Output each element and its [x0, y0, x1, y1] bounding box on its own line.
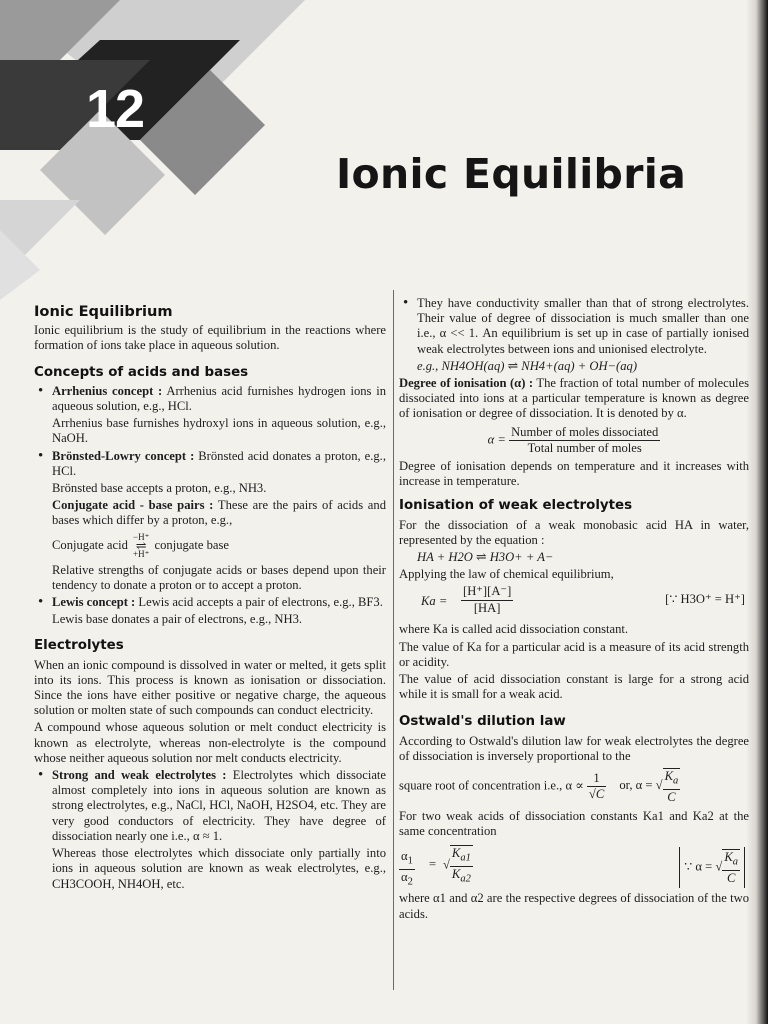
bronsted-base-text: Brönsted base accepts a proton, e.g., NH3. [52, 481, 267, 496]
weak-electrolyte-example: e.g., NH4OH(aq) ⇌ NH4+(aq) + OH−(aq) [417, 358, 638, 373]
alpha-fraction [509, 425, 660, 456]
right-column [399, 296, 749, 924]
ka-denominator: [HA] [473, 600, 501, 615]
chapter-title: Ionic Equilibria [336, 150, 687, 198]
lewis-term: Lewis concept : [52, 595, 136, 610]
conjugate-arrow-top: −H⁺ [133, 531, 150, 542]
ostwald-text: According to Ostwald's dilution law for weak electrolytes the degree of dissociation is inversely proportional to the [399, 733, 749, 763]
equilibrium-arrow-icon: ⇌ [135, 537, 147, 553]
lewis-acid-text: Lewis acid accepts a pair of electrons, e.g., BF3. [138, 595, 383, 610]
ka-note: [∵ H3O⁺ = H⁺] [665, 592, 745, 607]
inverse-sqrt-fraction: $\frac{1}{√C}$ [588, 770, 605, 802]
ka-lhs: Ka = [421, 594, 448, 609]
relative-strength-text: Relative strengths of conjugate acids or bases depend upon their tendency to donate a proton or to accept a proton. [52, 562, 386, 592]
alpha-denominator: Total number of moles [527, 440, 642, 455]
arrhenius-acid-text: Arrhenius acid furnishes hydrogen ions in aqueous solution, e.g., HCl. [52, 383, 386, 414]
book-spine-shadow [746, 0, 768, 1024]
ka-formula [421, 584, 749, 620]
sqrt-text: square root of concentration i.e., α ∝ [399, 778, 584, 793]
conjugate-pairs-item [34, 498, 386, 528]
section-heading-electrolytes: Electrolytes [34, 638, 124, 654]
section-heading-ionisation: Ionisation of weak electrolytes [399, 498, 633, 514]
ka-fraction [461, 584, 513, 615]
section-heading-ionic-equilibrium: Ionic Equilibrium [34, 303, 173, 320]
strong-weak-term: Strong and weak electrolytes : [52, 768, 227, 783]
ka-numerator: [H⁺][A⁻] [461, 584, 513, 600]
arrhenius-base-text: Arrhenius base furnishes hydroxyl ions in aqueous solution, e.g., NaOH. [52, 416, 386, 446]
conjugate-text: These are the pairs of acids and bases which differ by a proton, e.g., [52, 498, 386, 528]
weak-electrolytes-text: Whereas those electrolytes which dissociate only partially into ions in aqueous solution are known as weak electrolytes, e.g., CH3COOH, NH4OH, etc. [52, 846, 386, 891]
sqrt-or: or, α = [619, 778, 653, 793]
ratio-formula: $\frac{\alpha_1}{\alpha_2}$ = √ $\frac{K_{a1}}{K_{a2}}$ ∵ α = √ $\frac{K_a}{C}$ [399, 843, 749, 887]
sqrt-ka-over-c: √ $\frac{K_a}{C}$ [655, 769, 679, 804]
degree-term: Degree of ionisation (α) : [399, 376, 534, 391]
weak-electrolyte-properties: • They have conductivity smaller than that of strong electrolytes. Their value of degree of dissociation is much smaller than one i.e., α << 1. An equilibrium is set up in case of partially ionised weak electrolytes between ions and unionised electrolyte. [399, 296, 749, 357]
alpha-lhs: α = [487, 432, 506, 447]
chapter-number: 12 [86, 79, 145, 139]
ostwald-proportionality [399, 768, 749, 805]
two-acids-text: For two weak acids of dissociation constants Ka1 and Ka2 at the same concentration [399, 809, 749, 839]
section-heading-ostwald: Ostwald's dilution law [399, 714, 566, 730]
section-heading-concepts: Concepts of acids and bases [34, 364, 249, 380]
bronsted-term: Brönsted-Lowry concept : [52, 448, 195, 463]
ionic-equilibrium-definition: Ionic equilibrium is the study of equilibrium in the reactions where formation of ions take place in aqueous solution. [34, 323, 386, 353]
lewis-item [34, 595, 386, 610]
conjugate-acid-label: Conjugate acid [52, 537, 128, 552]
ratio-note: ∵ α = √ $\frac{K_a}{C}$ [679, 847, 745, 888]
alpha-numerator: Number of moles dissociated [509, 425, 660, 441]
alpha-formula [399, 425, 749, 456]
ka-large-text: The value of acid dissociation constant is large for a strong acid while it is small for a weak acid. [399, 672, 749, 702]
ionisation-text: For the dissociation of a weak monobasic acid HA in water, represented by the equation : [399, 517, 749, 547]
arrhenius-term: Arrhenius concept : [52, 383, 163, 398]
bronsted-item [34, 449, 386, 479]
ostwald-where-text: where α1 and α2 are the respective degrees of dissociation of the two acids. [399, 891, 749, 921]
strong-weak-item [34, 768, 386, 844]
degree-dependence-text: Degree of ionisation depends on temperature and it increases with increase in temperature. [399, 459, 749, 489]
ionisation-equation: HA + H2O ⇌ H3O+ + A− [417, 550, 554, 565]
lewis-base-text: Lewis base donates a pair of electrons, e.g., NH3. [52, 612, 303, 627]
applying-law-text: Applying the law of chemical equilibrium, [399, 567, 614, 582]
column-divider [393, 290, 394, 990]
ratio-note-text: ∵ α = [684, 859, 713, 874]
electrolytes-paragraph-1: When an ionic compound is dissolved in water or melted, it gets split into its ions. This process is known as ionisation or dissociation. Since the ions have either positive or negative charge, the aqueous solution or molten state of such compounds can conduct electricity. [34, 657, 386, 718]
ka-measure-text: The value of Ka for a particular acid is a measure of its acid strength or acidity. [399, 639, 749, 669]
conjugate-arrow-bottom: +H⁺ [133, 548, 150, 559]
degree-text: The fraction of total number of molecules dissociated into ions at a particular temperature is known as degree of ionisation or degree of dissociation. It is denoted by α. [399, 376, 749, 421]
degree-of-ionisation-item [399, 376, 749, 422]
ka-definition: where Ka is called acid dissociation constant. [399, 622, 629, 637]
conjugate-base-label: conjugate base [154, 537, 230, 552]
arrhenius-item [34, 384, 386, 414]
electrolytes-paragraph-2: A compound whose aqueous solution or melt conduct electricity is known as electrolyte, whereas non-electrolyte is the compound whose neither aqueous solution nor melt conducts electricity. [34, 720, 386, 765]
left-column [34, 304, 386, 894]
bronsted-acid-text: Brönsted acid donates a proton, e.g., HCl. [52, 448, 386, 478]
conjugate-equation [34, 533, 386, 559]
alpha-ratio: $\frac{\alpha_1}{\alpha_2}$ [401, 849, 413, 888]
strong-electrolytes-text: Electrolytes which dissociate almost completely into ions in aqueous solution are known as strong electrolytes, e.g., NaCl, HCl, NaOH, H2SO4, etc. They are very good conductors of electricity. They have degree of dissociation nearly one i.e., α ≈ 1. [52, 768, 386, 843]
conjugate-term: Conjugate acid - base pairs : [52, 498, 214, 513]
ka-ratio-sqrt: √ $\frac{K_{a1}}{K_{a2}}$ [443, 845, 473, 886]
